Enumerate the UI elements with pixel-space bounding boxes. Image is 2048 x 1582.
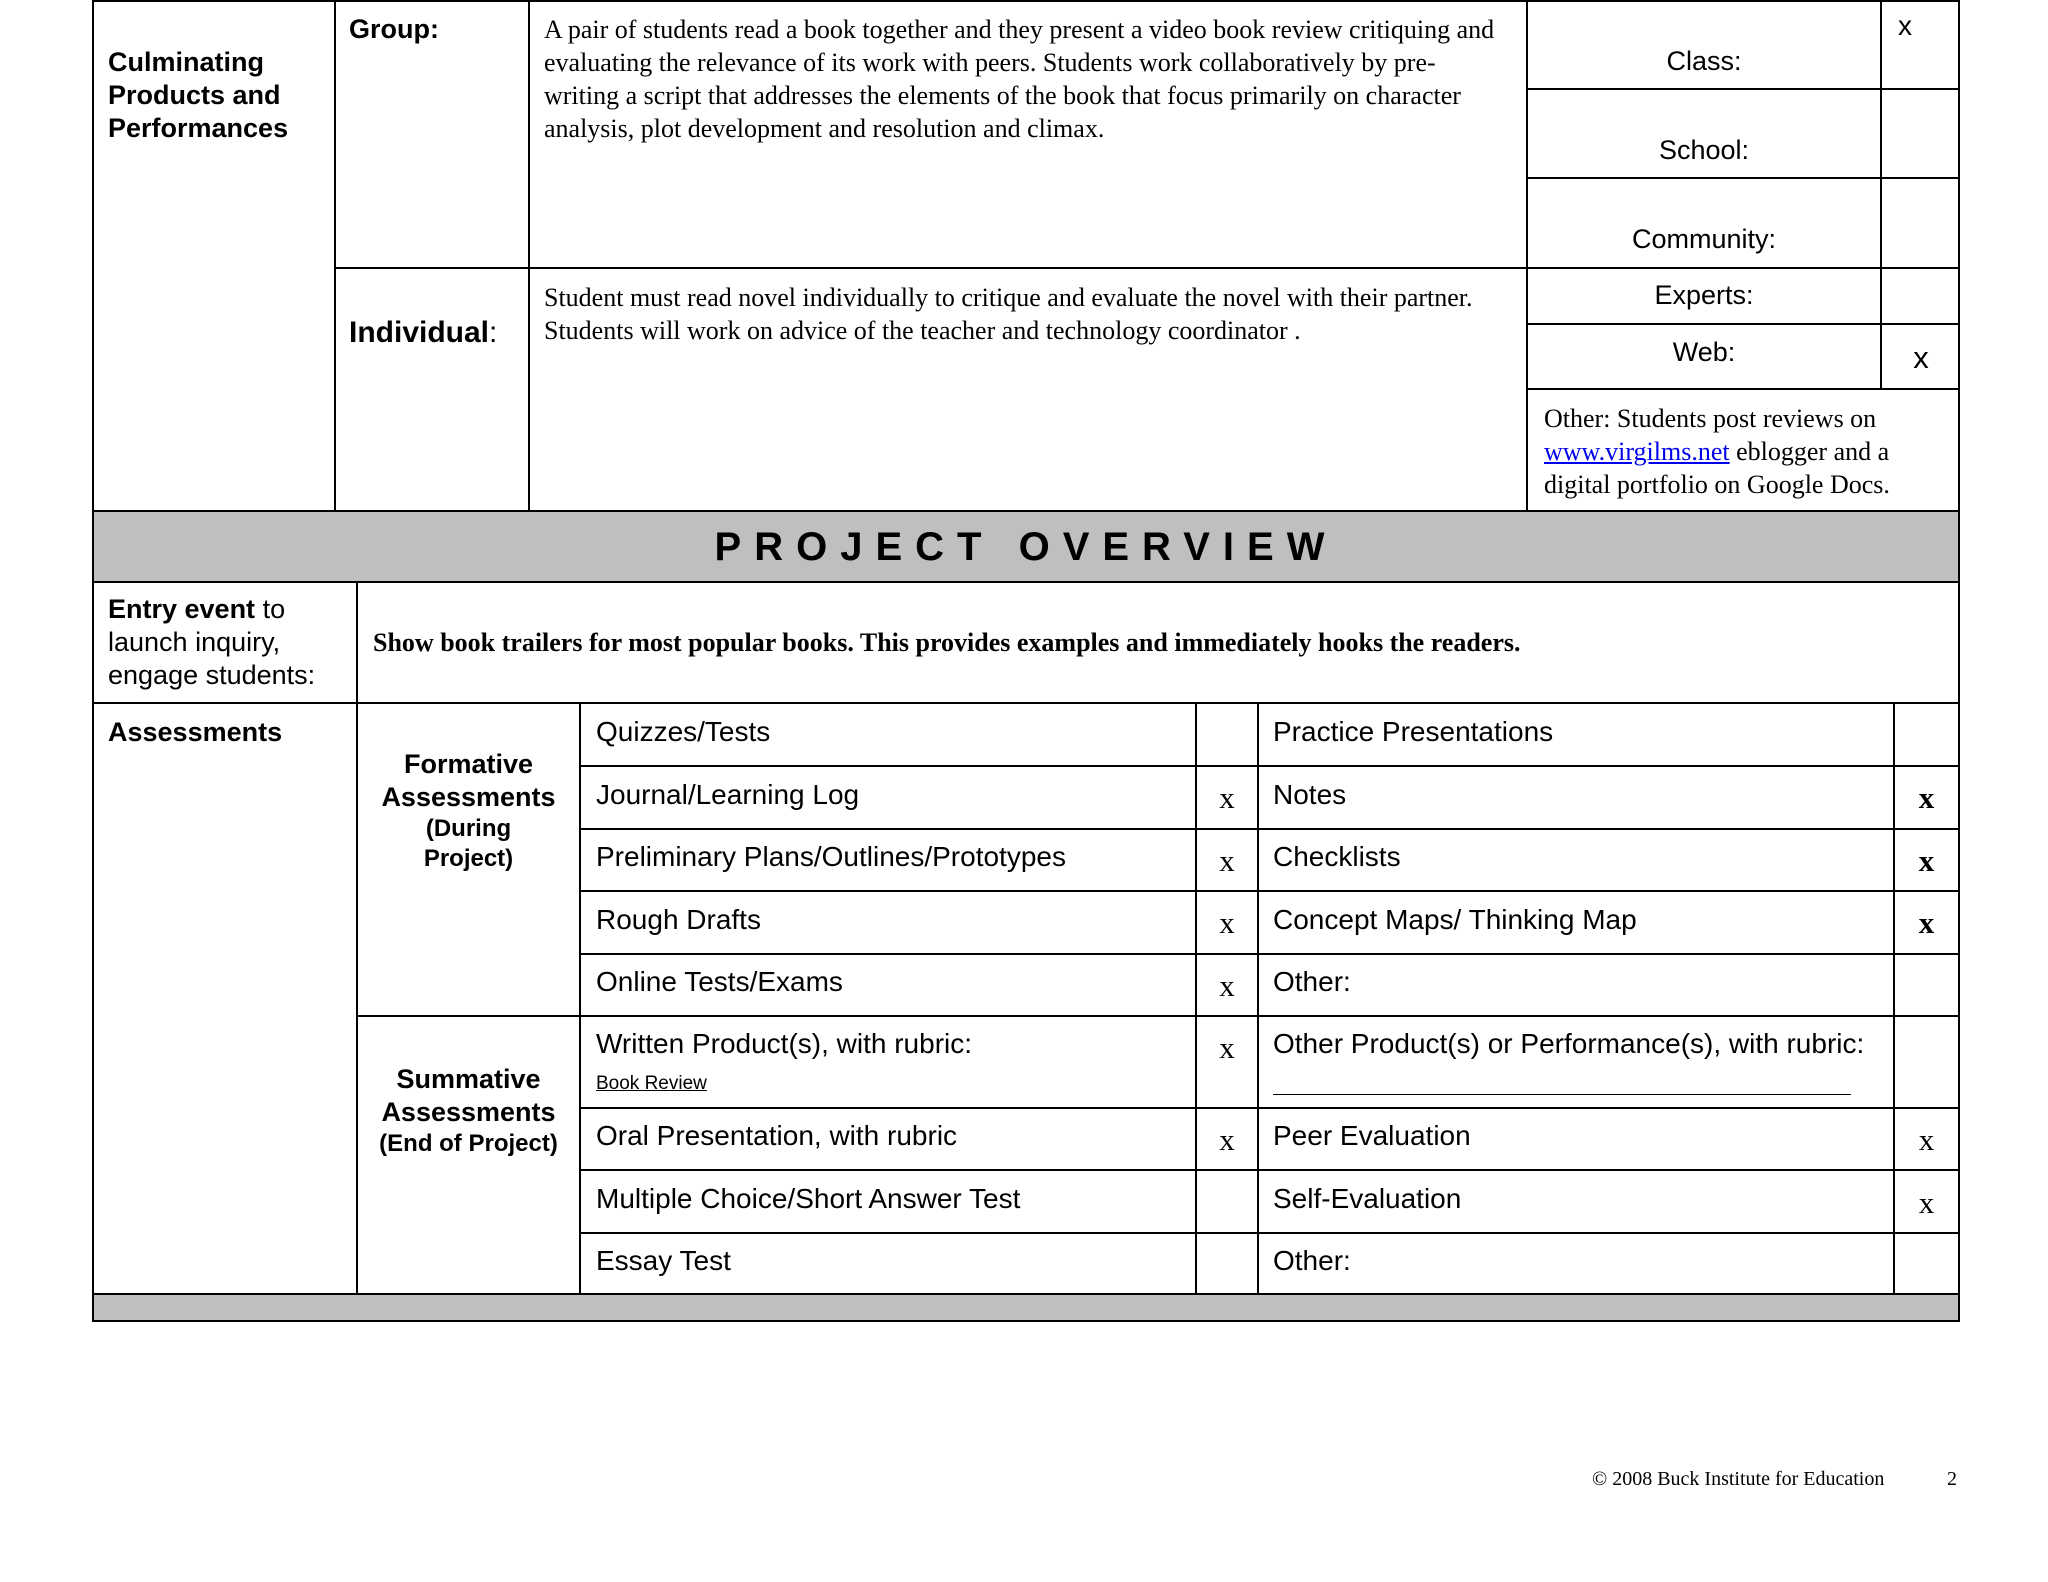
culminating-label: Culminating Products and Performances: [108, 47, 289, 143]
audience-experts-label: Experts:: [1654, 280, 1754, 310]
summative-row-1-right-mark: x: [1918, 1185, 1935, 1220]
formative-row-3-left: Rough Drafts: [596, 904, 761, 935]
audience-web-label: Web:: [1672, 337, 1736, 367]
formative-row-2-left: Preliminary Plans/Outlines/Prototypes: [596, 841, 1066, 872]
group-label: Group:: [349, 14, 439, 44]
group-description: A pair of students read a book together and they present a video book review critiquing and evaluating the relevance of its work with peers. Students work collaboratively by pre-writing a script that addresses the elements of the book that focus primarily on character analysis, plot development and resolution and climax.: [544, 15, 1495, 143]
summative-row-1-right: Self-Evaluation: [1273, 1183, 1462, 1214]
formative-row-4-left: Online Tests/Exams: [596, 966, 843, 997]
formative-row-1-left-mark: x: [1219, 780, 1235, 815]
formative-row-1-right-mark: x: [1918, 780, 1935, 815]
summative-row-0-right-mark: x: [1918, 1122, 1935, 1157]
entry-event-rest: to launch inquiry, engage students:: [108, 594, 316, 690]
audience-other-prefix: Other: Students post reviews on: [1544, 404, 1877, 433]
entry-event-text: Show book trailers for most popular books. This provides examples and immediately hooks the readers.: [373, 628, 1521, 657]
written-product-sub: Book Review: [596, 1073, 707, 1094]
formative-row-3-right-mark: x: [1918, 905, 1935, 940]
summative-row-0-right: Peer Evaluation: [1273, 1120, 1471, 1151]
summative-row-1-left: Multiple Choice/Short Answer Test: [596, 1183, 1021, 1214]
assessments-label: Assessments: [108, 717, 283, 747]
footer-copyright: © 2008 Buck Institute for Education: [1592, 1468, 1885, 1490]
summative-row-0-left-mark: x: [1219, 1122, 1235, 1157]
other-product-blank-line: [1273, 1094, 1851, 1095]
audience-class-mark: x: [1898, 10, 1912, 41]
summative-row-2-left: Essay Test: [596, 1245, 731, 1276]
formative-row-4-right: Other:: [1273, 966, 1351, 997]
summative-row-2-right: Other:: [1273, 1245, 1351, 1276]
footer-page-number: 2: [1947, 1468, 1957, 1490]
formative-row-4-left-mark: x: [1219, 968, 1235, 1003]
individual-label-wrap: [349, 316, 497, 350]
summative-row-0-left: Oral Presentation, with rubric: [596, 1120, 958, 1151]
written-product-mark: x: [1219, 1030, 1235, 1065]
audience-other-suffix: eblogger and a digital portfolio on Google Docs.: [1544, 437, 1890, 499]
formative-subtitle: (During Project): [423, 815, 514, 872]
formative-heading: [358, 748, 579, 874]
individual-colon: :: [489, 316, 498, 349]
bottom-band: [94, 1295, 1958, 1320]
audience-other: [1544, 402, 1950, 501]
entry-event-label: [108, 593, 348, 692]
entry-event-bold: Entry event: [108, 594, 256, 624]
virgilms-link[interactable]: www.virgilms.net: [1544, 437, 1730, 466]
audience-web-mark: x: [1913, 340, 1929, 375]
formative-row-0-right: Practice Presentations: [1273, 716, 1554, 747]
formative-title: Formative Assessments: [381, 749, 556, 812]
summative-subtitle: (End of Project): [379, 1130, 558, 1157]
overview-title: PROJECT OVERVIEW: [714, 525, 1338, 569]
written-product-label: Written Product(s), with rubric:: [596, 1028, 973, 1059]
formative-row-2-right-mark: x: [1918, 843, 1935, 878]
formative-row-2-right: Checklists: [1273, 841, 1401, 872]
audience-school-label: School:: [1658, 135, 1750, 165]
other-product-label: Other Product(s) or Performance(s), with rubric:: [1273, 1028, 1865, 1059]
formative-row-2-left-mark: x: [1219, 843, 1235, 878]
formative-row-3-right: Concept Maps/ Thinking Map: [1273, 904, 1637, 935]
audience-class-label: Class:: [1666, 46, 1742, 76]
summative-heading: [358, 1063, 579, 1159]
formative-row-3-left-mark: x: [1219, 905, 1235, 940]
summative-title: Summative Assessments: [381, 1064, 556, 1127]
individual-label: Individual: [349, 316, 490, 349]
individual-description: Student must read novel individually to critique and evaluate the novel with their partner. Students will work on advice of the teacher and technology coordinator .: [544, 283, 1473, 345]
audience-community-label: Community:: [1631, 224, 1777, 254]
formative-row-1-left: Journal/Learning Log: [596, 779, 860, 810]
formative-row-0-left: Quizzes/Tests: [596, 716, 771, 747]
formative-row-1-right: Notes: [1273, 779, 1347, 810]
